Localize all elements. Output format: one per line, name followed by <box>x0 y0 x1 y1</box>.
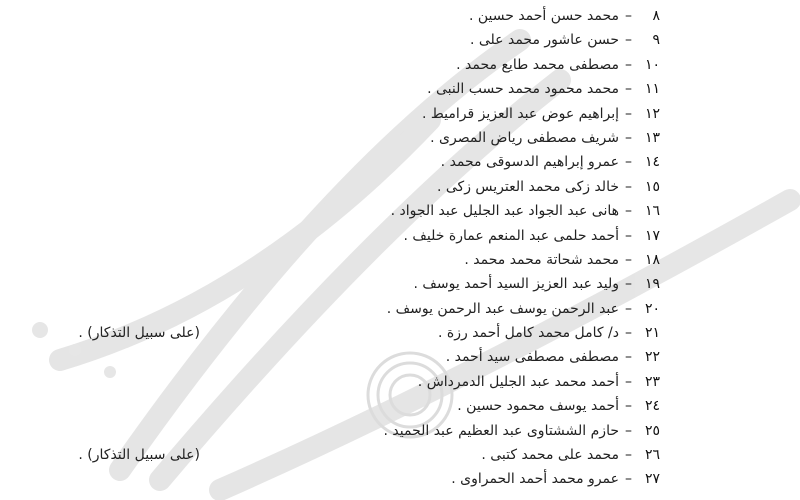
item-name: عمرو محمد أحمد الحمراوى . <box>451 471 619 488</box>
item-dash: – <box>625 8 632 24</box>
item-dash: – <box>625 32 632 49</box>
list-item <box>20 345 660 369</box>
list-item <box>20 419 660 443</box>
list-item <box>20 443 660 467</box>
item-dash: – <box>625 129 632 146</box>
names-list <box>20 4 660 492</box>
list-item <box>20 272 660 296</box>
item-name: محمد شحاتة محمد محمد . <box>464 251 619 268</box>
list-item <box>20 4 660 28</box>
item-number: ٢٧ <box>644 471 660 488</box>
item-dash: – <box>625 422 632 439</box>
item-dash: – <box>625 105 632 122</box>
item-number: ١٦ <box>644 203 660 220</box>
item-dash: – <box>625 373 632 390</box>
item-name: مصطفى محمد طايع محمد . <box>456 56 619 73</box>
list-item <box>20 394 660 418</box>
item-number: ١٨ <box>644 251 660 268</box>
item-name: عمرو إبراهيم الدسوقى محمد . <box>440 154 619 171</box>
item-number: ١٢ <box>644 105 660 122</box>
list-item <box>20 321 660 345</box>
list-item <box>20 175 660 199</box>
item-name: خالد زكى محمد العتريس زكى . <box>436 178 619 195</box>
item-name: وليد عبد العزيز السيد أحمد يوسف . <box>413 276 619 293</box>
item-number: ١٣ <box>644 129 660 146</box>
item-name: حسن عاشور محمد على . <box>469 32 619 49</box>
item-number: ٨ <box>652 8 660 24</box>
item-name: إبراهيم عوض عبد العزيز قراميط . <box>421 105 619 122</box>
item-name: محمد على محمد كتبى . <box>481 447 619 464</box>
item-dash: – <box>625 178 632 195</box>
item-number: ١٠ <box>644 56 660 73</box>
item-name: محمد محمود محمد حسب النبى . <box>427 81 619 98</box>
item-number: ٢١ <box>644 325 660 342</box>
list-item <box>20 53 660 77</box>
item-dash: – <box>625 56 632 73</box>
item-name: هانى عبد الجواد عبد الجليل عبد الجواد . <box>390 203 619 220</box>
item-name: أحمد حلمى عبد المنعم عمارة خليف . <box>403 227 619 244</box>
item-number: ٢٥ <box>644 422 660 439</box>
list-item <box>20 77 660 101</box>
item-dash: – <box>625 300 632 317</box>
item-number: ٢٣ <box>644 373 660 390</box>
item-number: ٩ <box>652 32 660 49</box>
list-item <box>20 467 660 491</box>
item-number: ٢٢ <box>644 349 660 366</box>
item-dash: – <box>625 81 632 98</box>
item-dash: – <box>625 154 632 171</box>
item-name: حازم الششتاوى عبد العظيم عبد الحميد . <box>383 422 619 439</box>
item-dash: – <box>625 447 632 464</box>
item-note: (على سبيل التذكار) . <box>78 447 200 464</box>
item-number: ٢٤ <box>644 398 660 415</box>
list-item <box>20 224 660 248</box>
item-name: مصطفى مصطفى سيد أحمد . <box>445 349 619 366</box>
item-dash: – <box>625 227 632 244</box>
item-name: د/ كامل محمد كامل أحمد رزة . <box>438 325 619 342</box>
item-name: شريف مصطفى رياض المصرى . <box>430 129 619 146</box>
item-name: أحمد محمد عبد الجليل الدمرداش . <box>417 373 619 390</box>
item-dash: – <box>625 349 632 366</box>
item-name: أحمد يوسف محمود حسين . <box>457 398 619 415</box>
item-dash: – <box>625 203 632 220</box>
item-number: ١٩ <box>644 276 660 293</box>
item-number: ٢٦ <box>644 447 660 464</box>
item-number: ٢٠ <box>644 300 660 317</box>
item-name: عبد الرحمن يوسف عبد الرحمن يوسف . <box>386 300 619 317</box>
item-dash: – <box>625 471 632 488</box>
list-item <box>20 102 660 126</box>
item-dash: – <box>625 325 632 342</box>
item-number: ١٤ <box>644 154 660 171</box>
list-item <box>20 370 660 394</box>
list-item <box>20 248 660 272</box>
item-note: (على سبيل التذكار) . <box>78 325 200 342</box>
item-number: ١٧ <box>644 227 660 244</box>
item-name: محمد حسن أحمد حسين . <box>468 8 619 24</box>
item-dash: – <box>625 251 632 268</box>
item-dash: – <box>625 398 632 415</box>
list-item <box>20 28 660 52</box>
item-number: ١٥ <box>644 178 660 195</box>
list-item <box>20 150 660 174</box>
list-item <box>20 199 660 223</box>
item-number: ١١ <box>644 81 660 98</box>
list-item <box>20 297 660 321</box>
item-dash: – <box>625 276 632 293</box>
list-item <box>20 126 660 150</box>
